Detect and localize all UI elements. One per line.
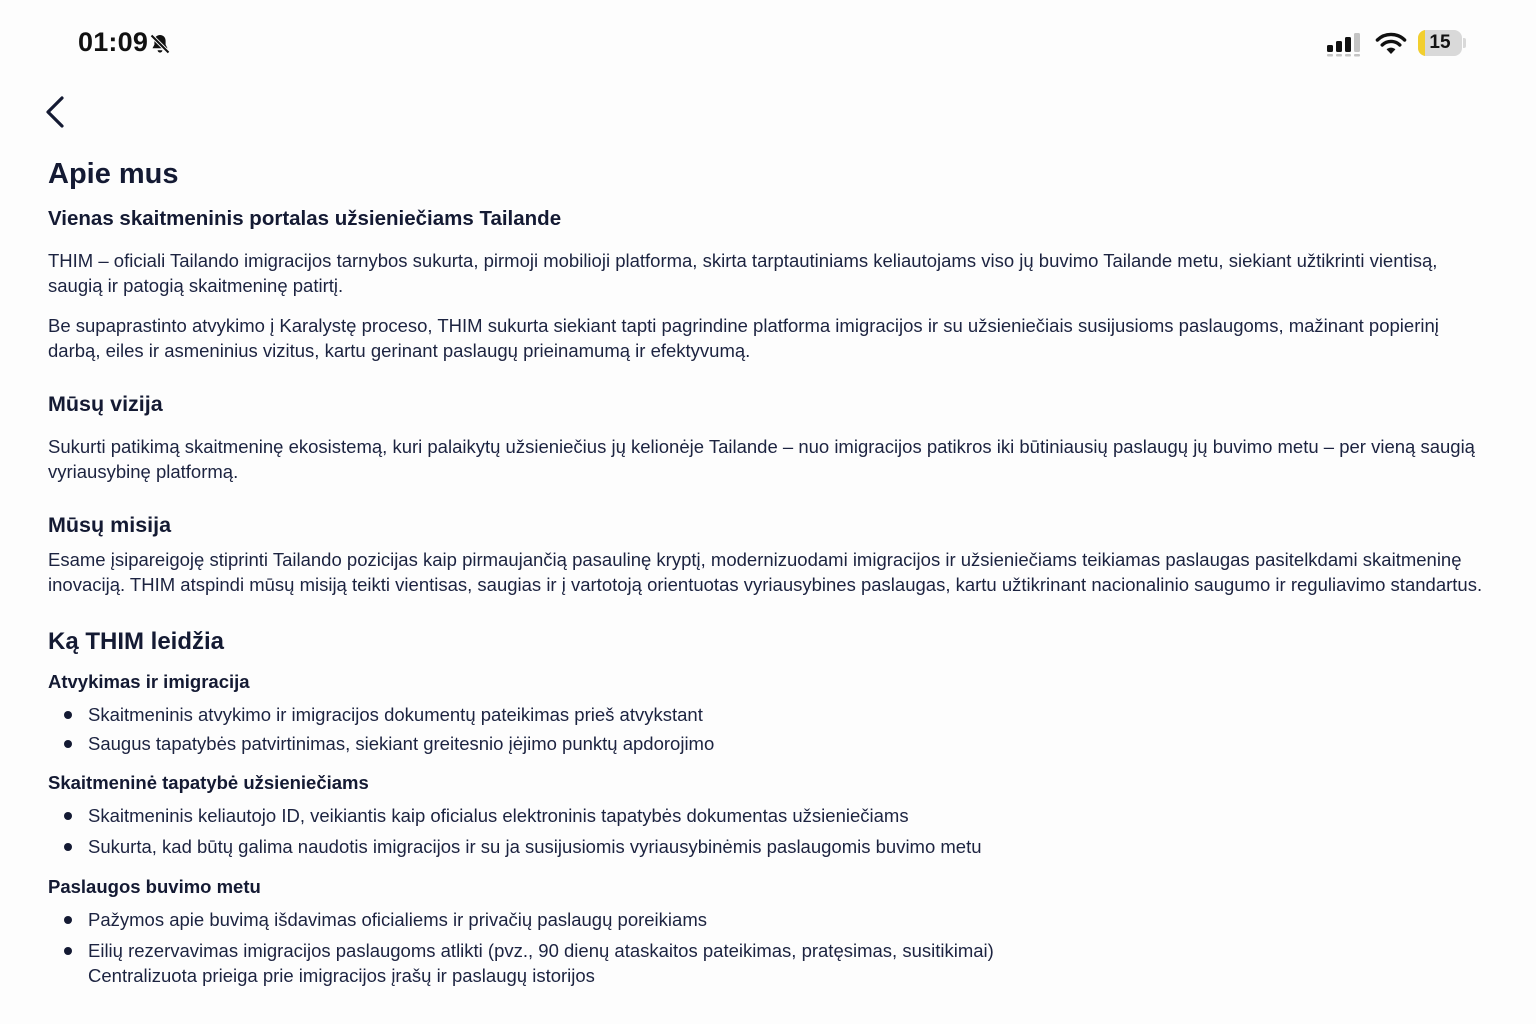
bullet	[64, 916, 72, 924]
bullet	[64, 711, 72, 719]
status-time: 01:09	[78, 27, 149, 57]
mission-text: Esame įsipareigoję stiprinti Tailando pozicijas kaip pirmaujančią pasaulinę kryptį, modernizuodami imigracijos ir užsieniečiams teikiamas paslaugas pasitelkdami skaitmeninę inovaciją. THIM atspindi mūsų misiją teikti vientisas, saugias ir į vartotoją orientuotas vyriausybines paslaugas, kartu užtikrinant nacionalinio saugumo ir reguliavimo standartus.	[48, 549, 1483, 595]
stay-services-heading: Paslaugos buvimo metu	[48, 876, 261, 897]
list-item	[48, 834, 1488, 859]
digital-id-list	[48, 803, 1488, 859]
arrival-heading: Atvykimas ir imigracija	[48, 671, 250, 692]
digital-id-heading: Skaitmeninė tapatybė užsieniečiams	[48, 772, 369, 793]
list-item-text: Saugus tapatybės patvirtinimas, siekiant greitesnio įėjimo punktų apdorojimo	[88, 733, 715, 754]
bullet	[64, 843, 72, 851]
list-item-text: Eilių rezervavimas imigracijos paslaugoms atlikti (pvz., 90 dienų ataskaitos pateikimas, pratęsimas, susitikimai)	[88, 940, 994, 961]
page-title: Apie mus	[48, 158, 179, 190]
wifi-icon	[1374, 30, 1408, 56]
list-item	[48, 702, 1488, 727]
list-item-text: Pažymos apie buvimą išdavimas oficialiems ir privačių paslaugų poreikiams	[88, 909, 707, 930]
list-item	[48, 731, 1488, 756]
battery-icon	[1418, 30, 1462, 56]
list-item-text: Skaitmeninis keliautojo ID, veikiantis kaip oficialus elektroninis tapatybės dokumentas užsieniečiams	[88, 805, 909, 826]
bullet	[64, 947, 72, 955]
chevron-left-icon	[36, 88, 76, 136]
enables-heading: Ką THIM leidžia	[48, 628, 225, 655]
bell-slash-icon	[148, 32, 172, 56]
list-item-continuation: Centralizuota prieiga prie imigracijos įrašų ir paslaugų istorijos	[88, 965, 595, 986]
list-item-text: Sukurta, kad būtų galima naudotis imigracijos ir su ja susijusiomis vyriausybinėmis paslaugomis buvimo metu	[88, 836, 982, 857]
battery-cap	[1463, 38, 1466, 48]
signal-icon	[1326, 31, 1364, 57]
status-bar	[0, 0, 1536, 80]
list-item	[48, 938, 1488, 988]
intro-paragraph: Be supaprastinto atvykimo į Karalystę proceso, THIM sukurta siekiant tapti pagrindine platforma imigracijos ir su užsieniečiais susijusioms paslaugoms, mažinant popierinį darbą, eiles ir asmeninius vizitus, kartu gerinant paslaugų prieinamumą ir efektyvumą.	[48, 315, 1439, 361]
intro-paragraph: THIM – oficiali Tailando imigracijos tarnybos sukurta, pirmoji mobilioji platforma, skirta tarptautiniams keliautojams viso jų buvimo Tailande metu, siekiant užtikrinti vientisą, saugią ir patogią skaitmeninę patirtį.	[48, 250, 1438, 296]
about-content	[48, 150, 1488, 988]
list-item-text: Skaitmeninis atvykimo ir imigracijos dokumentų pateikimas prieš atvykstant	[88, 704, 703, 725]
list-item	[48, 803, 1488, 828]
bullet	[64, 812, 72, 820]
back-button[interactable]	[36, 88, 76, 136]
arrival-list	[48, 702, 1488, 756]
bullet	[64, 740, 72, 748]
vision-text: Sukurti patikimą skaitmeninę ekosistemą, kuri palaikytų užsieniečius jų kelionėje Tailande – nuo imigracijos patikros iki būtiniausių paslaugų jų buvimo metu – per vieną saugią vyriausybinę platformą.	[48, 436, 1475, 482]
mission-heading: Mūsų misija	[48, 513, 172, 537]
stay-services-list	[48, 907, 1488, 988]
battery-level: 15	[1429, 32, 1451, 53]
list-item	[48, 907, 1488, 932]
vision-heading: Mūsų vizija	[48, 392, 163, 416]
page-subtitle: Vienas skaitmeninis portalas užsieniečiams Tailande	[48, 207, 562, 230]
